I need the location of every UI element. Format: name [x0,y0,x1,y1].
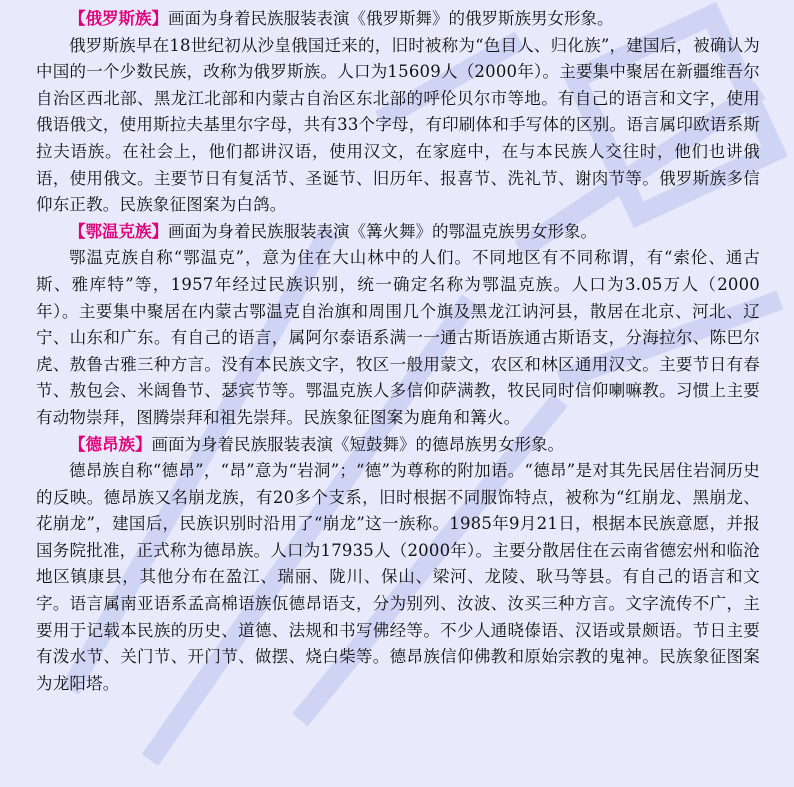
entry-caption: 画面为身着民族服装表演《俄罗斯舞》的俄罗斯族男女形象。 [168,9,614,28]
entry-deang [36,432,760,698]
entry-tag: 【德昂族】 [69,434,152,454]
entry-tag: 【鄂温克族】 [69,221,168,241]
entry-caption: 画面为身着民族服装表演《篝火舞》的鄂温克族男女形象。 [168,221,597,241]
entry-tag: 【俄罗斯族】 [69,9,168,28]
entry-heading [36,219,760,246]
entry-body: 德昂族自称“德昂”，“昂”意为“岩洞”；“德”为尊称的附加语。“德昂”是对其先民居住岩洞历史的反映。德昂族又名崩龙族，有20多个支系，旧时根据不同服饰特点，被称为“红崩龙、黑崩龙、花崩龙”，建国后，民族识别时沿用了“崩龙”这一族称。1985年9月21日，根据本民族意愿，并报国务院批准，正式称为德昂族。人口为17935人（2000年）。主要分散居住在云南省德宏州和临沧地区镇康县，其他分布在盈江、瑞丽、陇川、保山、梁河、龙陵、耿马等县。有自己的语言和文字。语言属南亚语系孟高棉语族佤德昂语支，分为别列、汝波、汝买三种方言。文字流传不广，主要用于记载本民族的历史、道德、法规和书写佛经等。不少人通晓傣语、汉语或景颇语。节日主要有泼水节、关门节、开门节、做摆、烧白柴等。德昂族信仰佛教和原始宗教的鬼神。民族象征图案为龙阳塔。 [36,461,760,693]
entry-body: 俄罗斯族早在18世纪初从沙皇俄国迁来的，旧时被称为“色目人、归化族”，建国后，被确认为中国的一个少数民族，改称为俄罗斯族。人口为15609人（2000年）。主要集中聚居在新疆维吾尔自治区西北部、黑龙江北部和内蒙古自治区东北部的呼伦贝尔市等地。有自己的语言和文字，使用俄语俄文，使用斯拉夫基里尔字母，共有33个字母，有印刷体和手写体的区别。语言属印欧语系斯拉夫语族。在社会上，他们都讲汉语，使用汉文，在家庭中，在与本民族人交往时，他们也讲俄语，使用俄文。主要节日有复活节、圣诞节、旧历年、报喜节、洗礼节、谢肉节等。俄罗斯族多信仰东正教。民族象征图案为白鸽。 [36,35,760,215]
entry-russian [36,6,760,219]
entry-caption: 画面为身着民族服装表演《短鼓舞》的德昂族男女形象。 [151,434,564,454]
entry-heading [36,432,760,459]
entry-body: 鄂温克族自称“鄂温克”，意为住在大山林中的人们。不同地区有不同称谓，有“索伦、通古斯、雅库特”等，1957年经过民族识别，统一确定名称为鄂温克族。人口为3.05万人（2000年）。主要集中聚居在内蒙古鄂温克自治旗和周围几个旗及黑龙江讷河县，散居在北京、河北、辽宁、山东和广东。有自己的语言，属阿尔泰语系满一一通古斯语族通古斯语支，分海拉尔、陈巴尔虎、敖鲁古雅三种方言。没有本民族文字，牧区一般用蒙文，农区和林区通用汉文。主要节日有春节、敖包会、米阔鲁节、瑟宾节等。鄂温克族人多信仰萨满教，牧民同时信仰喇嘛教。习惯上主要有动物崇拜，图腾崇拜和祖先崇拜。民族象征图案为鹿角和篝火。 [36,248,760,427]
entry-heading [36,6,760,33]
entry-ewenki [36,219,760,432]
